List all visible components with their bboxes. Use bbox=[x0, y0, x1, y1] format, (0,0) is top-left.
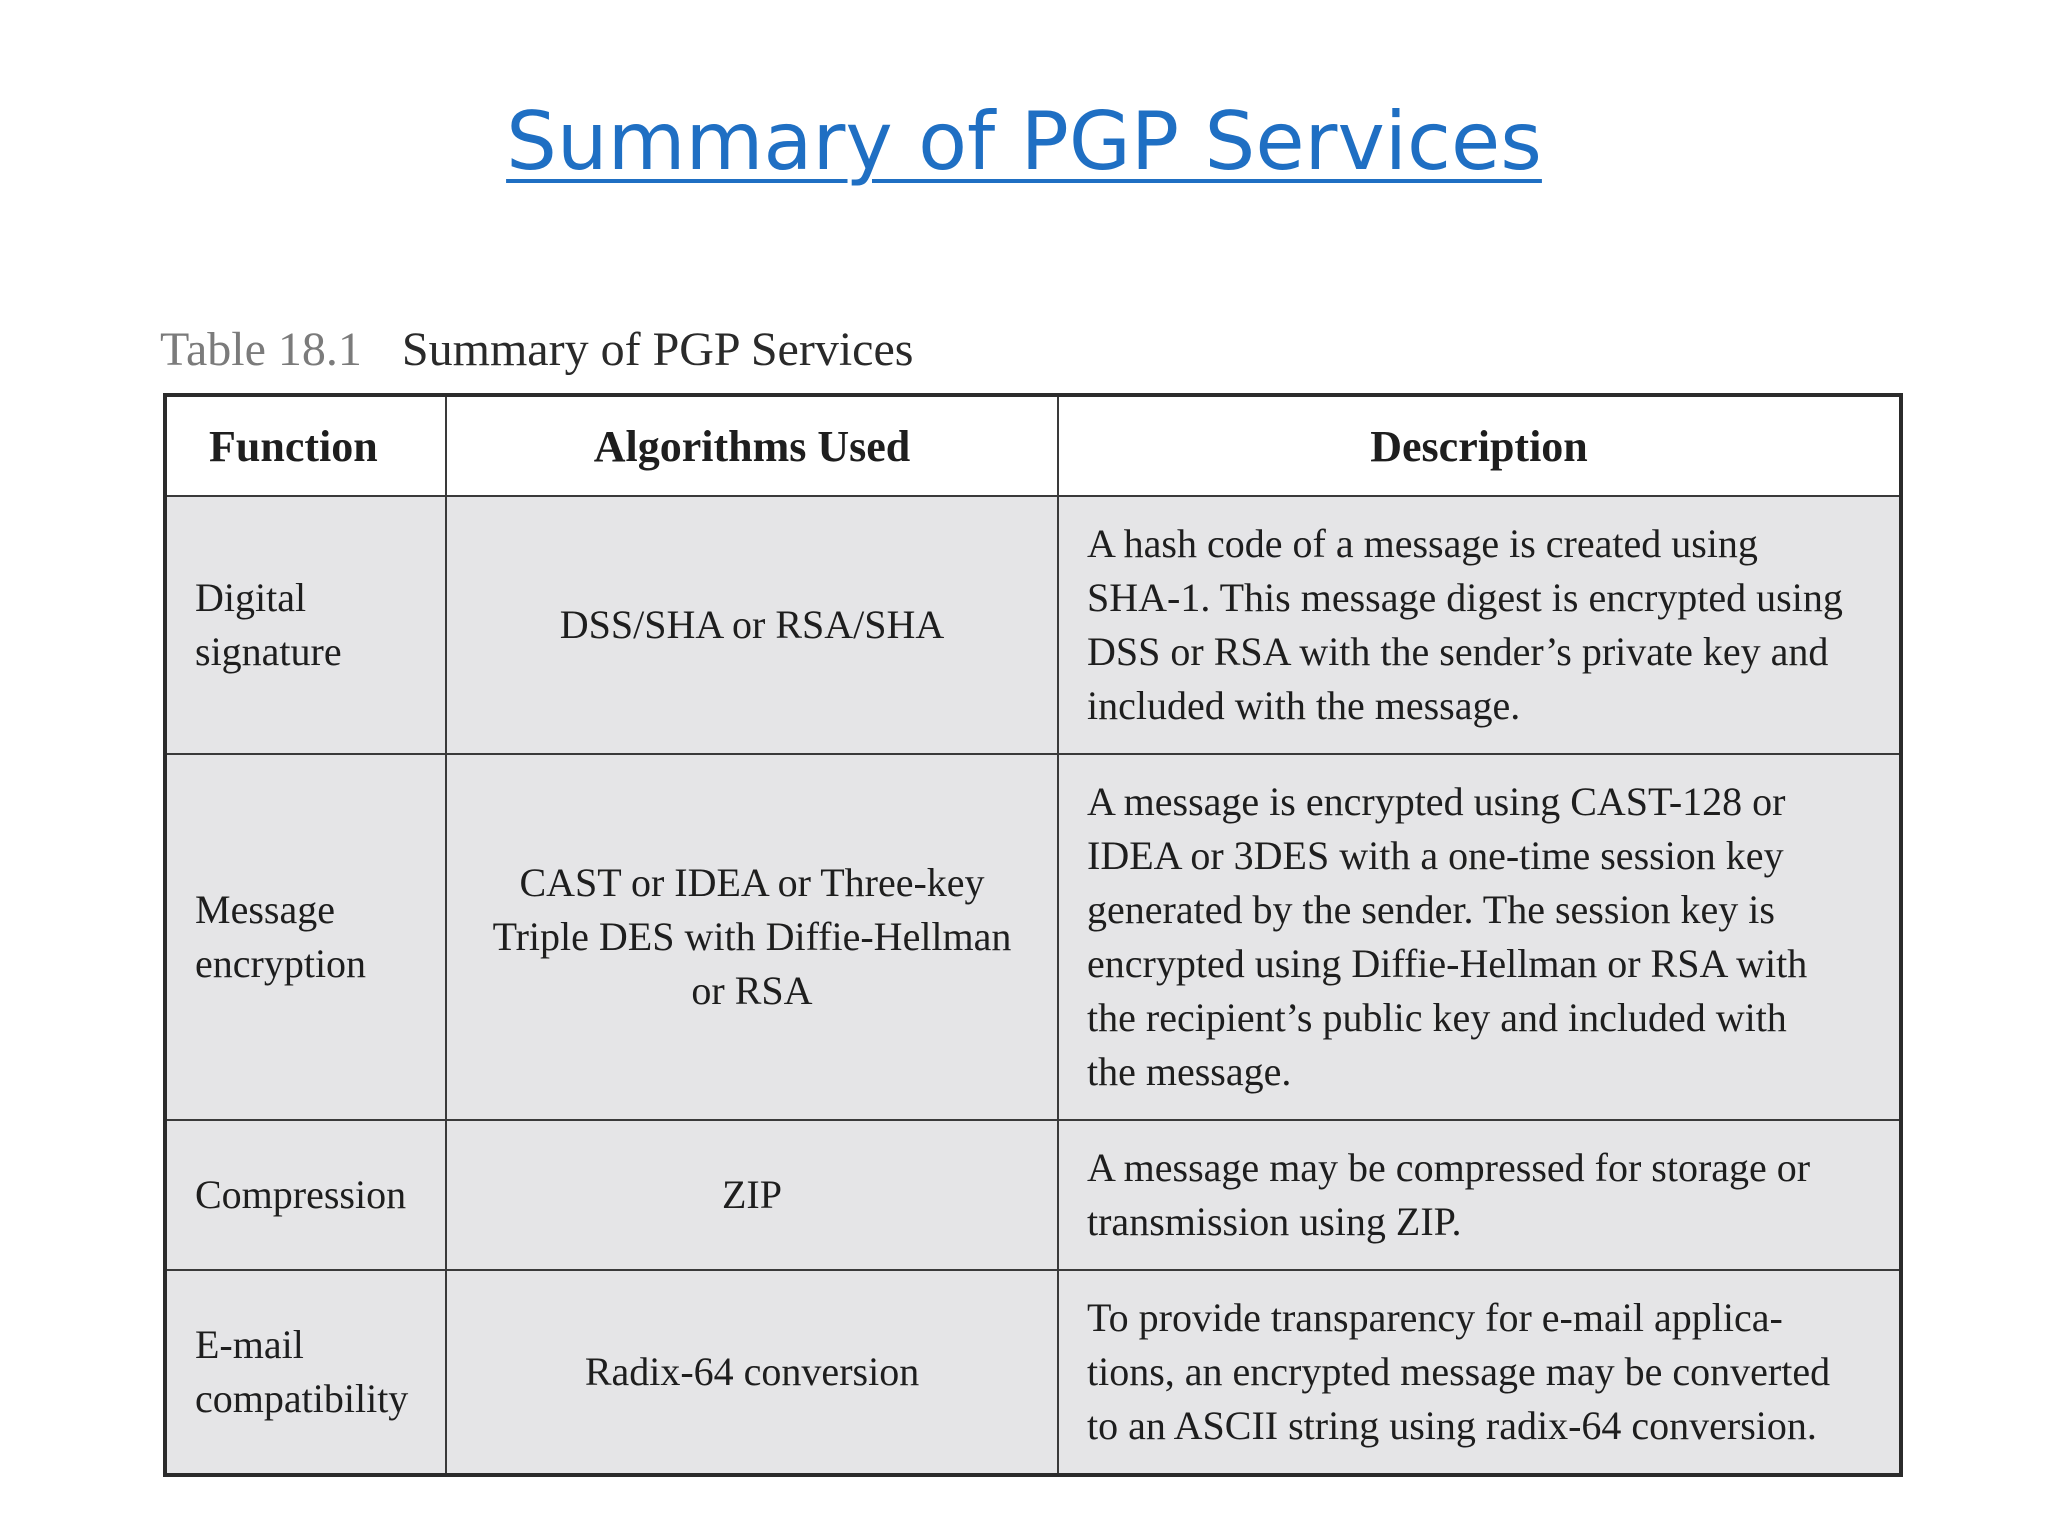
cell-line: Compression bbox=[195, 1172, 407, 1217]
table-caption-title: Summary of PGP Services bbox=[401, 323, 914, 376]
slide-title bbox=[0, 92, 2048, 192]
table-row-message-encryption bbox=[165, 754, 1901, 1120]
cell-line: A hash code of a message is created using bbox=[1087, 521, 1758, 566]
cell-line: A message may be compressed for storage or bbox=[1087, 1145, 1811, 1190]
cell-line: CAST or IDEA or Three-key bbox=[519, 860, 985, 905]
cell-description bbox=[1058, 496, 1901, 754]
cell-line: included with the message. bbox=[1087, 683, 1521, 728]
cell-line: IDEA or 3DES with a one-time session key bbox=[1087, 833, 1784, 878]
cell-line: A message is encrypted using CAST-128 or bbox=[1087, 779, 1786, 824]
cell-algorithms bbox=[446, 1270, 1058, 1475]
cell-line: compatibility bbox=[195, 1376, 409, 1421]
header-algorithms-used: Algorithms Used bbox=[446, 395, 1058, 496]
cell-function bbox=[165, 496, 446, 754]
cell-description bbox=[1058, 1120, 1901, 1270]
cell-algorithms bbox=[446, 1120, 1058, 1270]
cell-line: the recipient’s public key and included with bbox=[1087, 995, 1787, 1040]
cell-line: Radix-64 conversion bbox=[584, 1349, 920, 1394]
cell-line: DSS/SHA or RSA/SHA bbox=[559, 602, 945, 647]
cell-line: signature bbox=[195, 629, 342, 674]
cell-line: SHA-1. This message digest is encrypted using bbox=[1087, 575, 1843, 620]
cell-line: encryption bbox=[195, 941, 367, 986]
cell-line: Digital bbox=[195, 575, 307, 620]
cell-line: or RSA bbox=[691, 968, 813, 1013]
cell-line: Message bbox=[195, 887, 335, 932]
cell-function bbox=[165, 1120, 446, 1270]
table-row-digital-signature bbox=[165, 496, 1901, 754]
slide-title-text: Summary of PGP Services bbox=[506, 95, 1542, 188]
cell-line: E-mail bbox=[195, 1322, 304, 1367]
cell-line: tions, an encrypted message may be converted bbox=[1087, 1349, 1831, 1394]
cell-algorithms bbox=[446, 496, 1058, 754]
cell-line: DSS or RSA with the sender’s private key and bbox=[1087, 629, 1829, 674]
table-header-row bbox=[165, 395, 1901, 496]
cell-line: To provide transparency for e-mail applica- bbox=[1087, 1295, 1783, 1340]
pgp-services-table bbox=[163, 393, 1903, 1477]
cell-line: ZIP bbox=[722, 1172, 782, 1217]
cell-function bbox=[165, 754, 446, 1120]
header-function: Function bbox=[165, 395, 446, 496]
cell-description bbox=[1058, 1270, 1901, 1475]
cell-line: to an ASCII string using radix-64 conversion. bbox=[1087, 1403, 1817, 1448]
cell-line: generated by the sender. The session key is bbox=[1087, 887, 1775, 932]
header-description: Description bbox=[1058, 395, 1901, 496]
cell-line: encrypted using Diffie-Hellman or RSA with bbox=[1087, 941, 1808, 986]
cell-line: transmission using ZIP. bbox=[1087, 1199, 1462, 1244]
cell-description bbox=[1058, 754, 1901, 1120]
table-caption-number: Table 18.1 bbox=[160, 323, 362, 376]
cell-line: Triple DES with Diffie-Hellman bbox=[492, 914, 1012, 959]
cell-line: the message. bbox=[1087, 1049, 1292, 1094]
table-row-email-compatibility bbox=[165, 1270, 1901, 1475]
table-row-compression bbox=[165, 1120, 1901, 1270]
table-caption bbox=[160, 320, 913, 380]
cell-algorithms bbox=[446, 754, 1058, 1120]
cell-function bbox=[165, 1270, 446, 1475]
